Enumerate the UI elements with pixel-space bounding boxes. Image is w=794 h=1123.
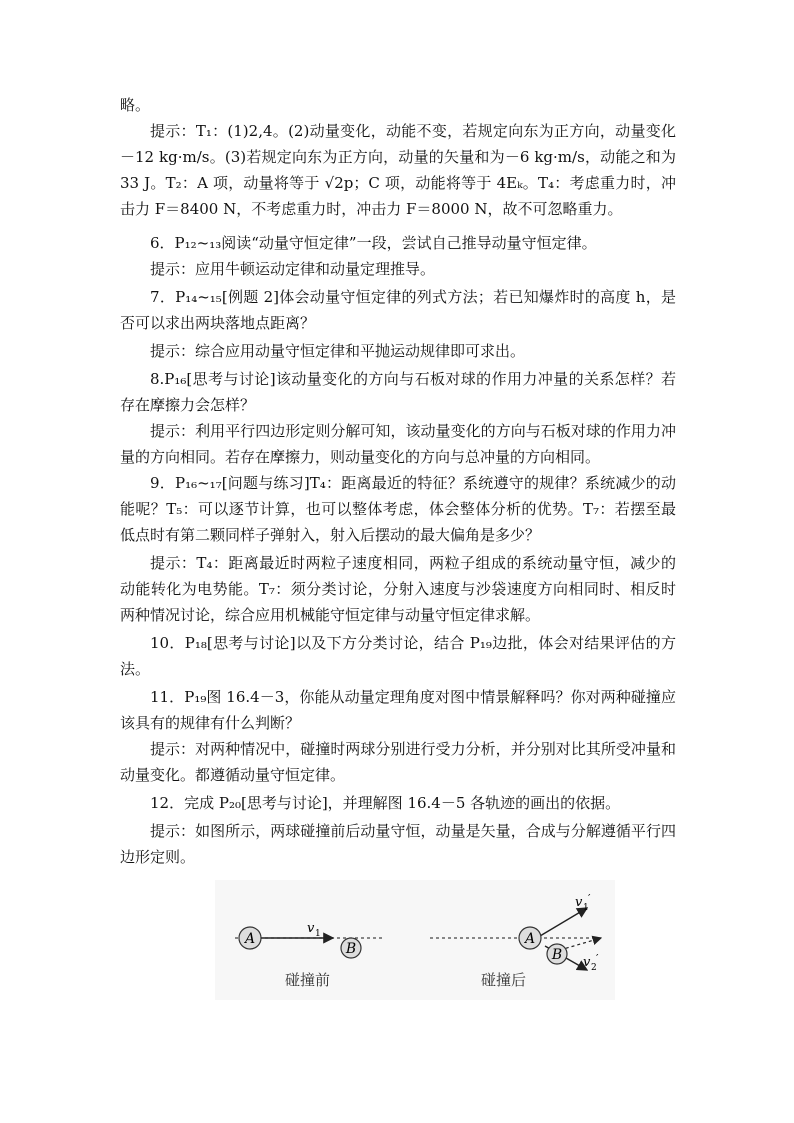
hint-7: 提示：综合应用动量守恒定律和平抛运动规律即可求出。 [150, 342, 526, 360]
v1-label: v [307, 921, 315, 936]
ball-b-after-label: B [551, 947, 563, 963]
ball-a-after-label: A [524, 931, 536, 947]
figure-background [215, 880, 615, 1000]
question-11: 11．P₁₉图 16.4－3，你能从动量定理角度对图中情景解释吗？你对两种碰撞应该具有的规律有什么判断？ [120, 688, 676, 732]
ball-b-label: B [345, 941, 357, 957]
v1-prime-mark: ′ [588, 892, 591, 905]
question-8: 8.P₁₆[思考与讨论]该动量变化的方向与石板对球的作用力冲量的关系怎样？若存在摩擦力会怎样？ [120, 370, 676, 414]
v1-prime-label: v [575, 895, 583, 910]
ball-a-label: A [244, 931, 256, 947]
question-7: 7．P₁₄~₁₅[例题 2]体会动量守恒定律的列式方法；若已知爆炸时的高度 h，是否可以求出两块落地点距离？ [120, 288, 676, 332]
v2-prime-mark: ′ [596, 952, 599, 965]
question-12: 12．完成 P₂₀[思考与讨论]，并理解图 16.4－5 各轨迹的画出的依据。 [150, 794, 621, 812]
hint-12: 提示：如图所示，两球碰撞前后动量守恒，动量是矢量，合成与分解遵循平行四边形定则。 [120, 822, 676, 866]
v2-prime-subscript: 2 [591, 963, 597, 973]
hint-6: 提示：应用牛顿运动定律和动量定理推导。 [150, 260, 436, 278]
question-6: 6．P₁₂~₁₃阅读“动量守恒定律”一段，尝试自己推导动量守恒定律。 [150, 234, 597, 252]
hint-9: 提示：T₄：距离最近时两粒子速度相同，两粒子组成的系统动量守恒，减少的动能转化为电势能。T₇：须分类讨论，分射入速度与沙袋速度方向相同时、相反时两种情况讨论，综合应用机械能守恒定律与动量守恒定律求解。 [120, 554, 676, 624]
hint-11: 提示：对两种情况中，碰撞时两球分别进行受力分析，并分别对比其所受冲量和动量变化。都遵循动量守恒定律。 [120, 740, 676, 784]
paragraph-1: 略。 [120, 96, 151, 114]
caption-after: 碰撞后 [481, 971, 527, 989]
caption-before: 碰撞前 [285, 971, 331, 989]
hint-paragraph-1: 提示：T₁：(1)2,4。(2)动量变化，动能不变，若规定向东为正方向，动量变化－12 kg·m/s。(3)若规定向东为正方向，动量的矢量和为－6 kg·m/s，动能之和为 33 J。T₂：A 项，动量将等于 √2p；C 项，动能将等于 4Eₖ。T₄：考虑重力时，冲击力 F＝8400 N，不考虑重力时，冲击力 F＝8000 N，故不可忽略重力。 [120, 122, 676, 218]
v1-prime-subscript: 1 [583, 903, 589, 913]
collision-diagram [215, 880, 615, 1000]
question-9: 9．P₁₆~₁₇[问题与练习]T₄：距离最近的特征？系统遵守的规律？系统减少的动能呢？T₅：可以逐节计算，也可以整体考虑，体会整体分析的优势。T₇：若摆至最低点时有第二颗同样子弹射入，射入后摆动的最大偏角是多少？ [120, 474, 676, 544]
v1-subscript: 1 [315, 929, 321, 939]
v2-prime-label: v [583, 955, 591, 970]
question-10: 10．P₁₈[思考与讨论]以及下方分类讨论，结合 P₁₉边批，体会对结果评估的方法。 [120, 634, 676, 678]
hint-8: 提示：利用平行四边形定则分解可知，该动量变化的方向与石板对球的作用力冲量的方向相同。若存在摩擦力，则动量变化的方向与总冲量的方向相同。 [120, 422, 676, 466]
collision-figure [215, 880, 615, 1000]
